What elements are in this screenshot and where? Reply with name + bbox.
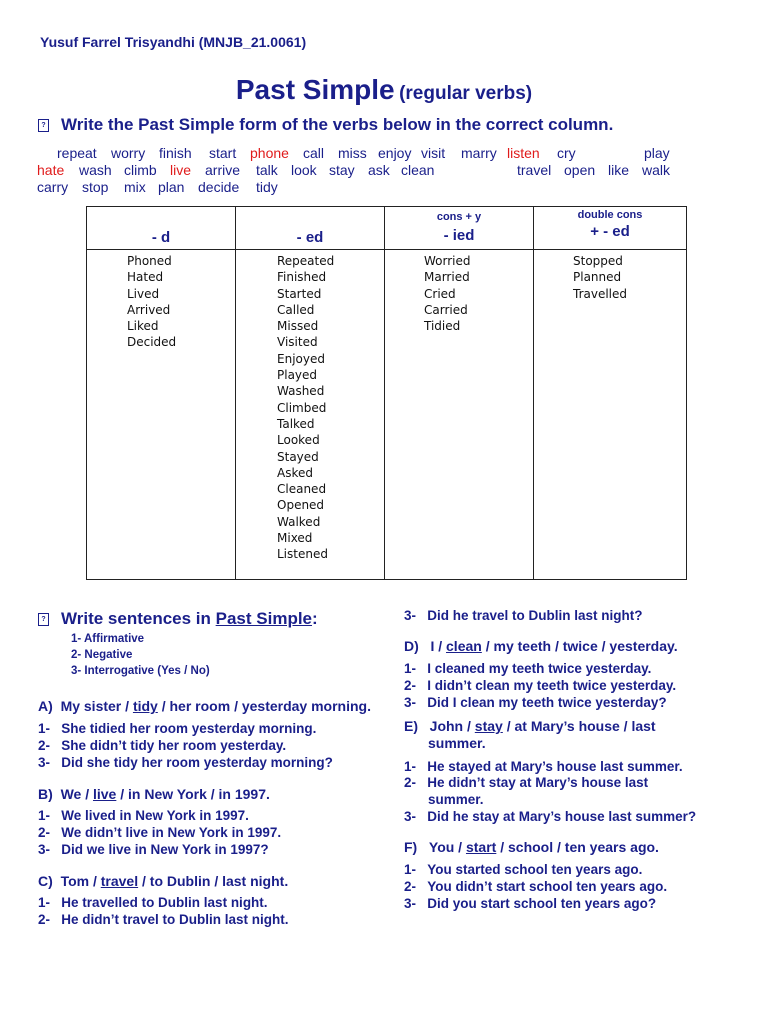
list-item: Liked xyxy=(127,319,159,334)
verb-word: stay xyxy=(329,162,355,178)
verb-word: like xyxy=(608,162,630,178)
list-item: Washed xyxy=(277,384,325,399)
verb-word: worry xyxy=(111,145,146,161)
answer-b-2: 2- We didn’t live in New York in 1997. xyxy=(38,825,282,840)
instruction-2 xyxy=(38,609,318,629)
table-header-row xyxy=(87,207,687,250)
list-item: Enjoyed xyxy=(277,351,325,366)
list-item: Missed xyxy=(277,319,319,334)
instruction-2-pre: Write sentences in xyxy=(61,609,216,628)
verb-word: play xyxy=(644,145,670,161)
list-item: Opened xyxy=(277,498,325,513)
prompt-f: F) You / start / school / ten years ago. xyxy=(404,839,659,855)
instruction-2-underlined: Past Simple xyxy=(215,609,313,628)
answer-a-2: 2- She didn’t tidy her room yesterday. xyxy=(38,738,287,753)
verb-word: climb xyxy=(124,162,157,178)
instruction-1-text: Write the Past Simple form of the verbs below in the correct column. xyxy=(61,115,614,134)
list-item: Lived xyxy=(127,286,160,301)
answer-b-3: 3- Did we live in New York in 1997? xyxy=(38,842,269,857)
column-d xyxy=(87,250,236,580)
type-item: 2- Negative xyxy=(71,649,133,661)
answer-c-1: 1- He travelled to Dublin last night. xyxy=(38,895,268,910)
verb-word: live xyxy=(170,162,192,178)
verb-word: walk xyxy=(642,162,671,178)
list-item: Mixed xyxy=(277,531,313,546)
header-ed xyxy=(236,207,385,250)
list-item: Played xyxy=(277,368,318,383)
instruction-2-post: : xyxy=(312,609,318,628)
verb-word: ask xyxy=(368,162,390,178)
list-item: Called xyxy=(277,302,315,317)
verb-word: enjoy xyxy=(378,145,412,161)
answer-f-2: 2- You didn’t start school ten years ago. xyxy=(404,879,668,894)
answer-f-3: 3- Did you start school ten years ago? xyxy=(404,896,657,911)
verb-word: finish xyxy=(159,145,192,161)
verb-word: mix xyxy=(124,179,146,195)
list-item: Phoned xyxy=(127,254,172,268)
header-double xyxy=(534,207,687,250)
verb-word: hate xyxy=(37,162,65,178)
verb-word: carry xyxy=(37,179,69,195)
answer-a-3: 3- Did she tidy her room yesterday morning? xyxy=(38,755,333,770)
answer-e-2-cont: summer. xyxy=(428,792,484,807)
prompt-d: D) I / clean / my teeth / twice / yesterday. xyxy=(404,638,678,654)
list-item: Stopped xyxy=(573,254,623,268)
column-double xyxy=(534,250,687,580)
verb-word: listen xyxy=(507,145,540,161)
verb-word: marry xyxy=(461,145,497,161)
header-d-label: - d xyxy=(151,229,171,246)
column-ed xyxy=(236,250,385,580)
prompt-b: B) We / live / in New York / in 1997. xyxy=(38,786,270,802)
list-item: Hated xyxy=(127,270,164,285)
verb-word: start xyxy=(209,145,237,161)
bullet-box-icon: ? xyxy=(38,613,49,626)
header-ied-label: - ied xyxy=(443,227,475,244)
list-item: Planned xyxy=(573,270,622,285)
verb-word: open xyxy=(564,162,596,178)
verb-word: arrive xyxy=(205,162,241,178)
header-ied xyxy=(385,207,534,250)
list-item: Travelled xyxy=(573,286,628,301)
prompt-e-cont: summer. xyxy=(428,735,486,751)
list-item: Stayed xyxy=(277,449,319,464)
list-item: Visited xyxy=(277,335,318,350)
answer-a-1: 1- She tidied her room yesterday morning. xyxy=(38,721,317,736)
verb-word: miss xyxy=(338,145,367,161)
title-sub: (regular verbs) xyxy=(399,83,533,104)
instruction-1 xyxy=(38,115,613,135)
list-item: Decided xyxy=(127,335,177,350)
answer-c-2: 2- He didn’t travel to Dublin last night. xyxy=(38,912,289,927)
answer-e-1: 1- He stayed at Mary’s house last summer. xyxy=(404,759,683,774)
header-d xyxy=(87,207,236,250)
list-item: Started xyxy=(277,286,322,301)
answer-e-2: 2- He didn’t stay at Mary’s house last xyxy=(404,775,649,790)
title-main: Past Simple xyxy=(235,74,395,105)
verb-word: travel xyxy=(517,162,552,178)
header-ed-label: - ed xyxy=(296,229,324,246)
verb-word: visit xyxy=(421,145,446,161)
verb-word: decide xyxy=(198,179,240,195)
verb-word: cry xyxy=(557,145,576,161)
prompt-e: E) John / stay / at Mary’s house / last xyxy=(404,718,656,734)
list-item: Worried xyxy=(424,254,471,268)
verb-word: wash xyxy=(79,162,112,178)
type-item: 3- Interrogative (Yes / No) xyxy=(71,665,210,677)
verb-word: repeat xyxy=(57,145,97,161)
answer-c-3: 3- Did he travel to Dublin last night? xyxy=(404,608,643,623)
verb-word: clean xyxy=(401,162,435,178)
verb-table xyxy=(86,206,687,580)
sentence-types xyxy=(71,631,210,679)
page-title xyxy=(0,74,768,106)
answer-d-1: 1- I cleaned my teeth twice yesterday. xyxy=(404,661,652,676)
list-item: Married xyxy=(424,270,470,285)
answer-e-3: 3- Did he stay at Mary’s house last summer? xyxy=(404,809,697,824)
list-item: Repeated xyxy=(277,254,335,268)
verb-word: tidy xyxy=(256,179,278,195)
list-item: Talked xyxy=(277,416,315,431)
type-item: 1- Affirmative xyxy=(71,633,145,645)
verb-word: phone xyxy=(250,145,289,161)
verb-word: talk xyxy=(256,162,278,178)
list-item: Looked xyxy=(277,433,320,448)
verb-word: stop xyxy=(82,179,109,195)
list-item: Climbed xyxy=(277,400,327,415)
list-item: Tidied xyxy=(424,319,461,334)
list-item: Arrived xyxy=(127,302,171,317)
prompt-c: C) Tom / travel / to Dublin / last night. xyxy=(38,873,289,889)
answer-d-3: 3- Did I clean my teeth twice yesterday? xyxy=(404,695,667,710)
answer-b-1: 1- We lived in New York in 1997. xyxy=(38,808,249,823)
header-ied-note: cons + y xyxy=(436,211,482,223)
verb-word: call xyxy=(303,145,325,161)
author-line: Yusuf Farrel Trisyandhi (MNJB_21.0061) xyxy=(40,34,307,50)
prompt-a: A) My sister / tidy / her room / yesterday morning. xyxy=(38,698,371,714)
verb-word: look xyxy=(291,162,317,178)
header-double-note: double cons xyxy=(577,209,643,221)
list-item: Walked xyxy=(277,514,321,529)
list-item: Cleaned xyxy=(277,482,327,497)
table-body-row xyxy=(87,250,687,580)
list-item: Finished xyxy=(277,270,327,285)
answer-d-2: 2- I didn’t clean my teeth twice yesterday. xyxy=(404,678,677,693)
column-ied xyxy=(385,250,534,580)
list-item: Cried xyxy=(424,286,456,301)
bullet-box-icon: ? xyxy=(38,119,49,132)
header-double-label: + - ed xyxy=(590,223,630,240)
answer-f-1: 1- You started school ten years ago. xyxy=(404,862,643,877)
verb-word: plan xyxy=(158,179,185,195)
list-item: Listened xyxy=(277,547,328,562)
list-item: Asked xyxy=(277,465,313,480)
list-item: Carried xyxy=(424,302,468,317)
